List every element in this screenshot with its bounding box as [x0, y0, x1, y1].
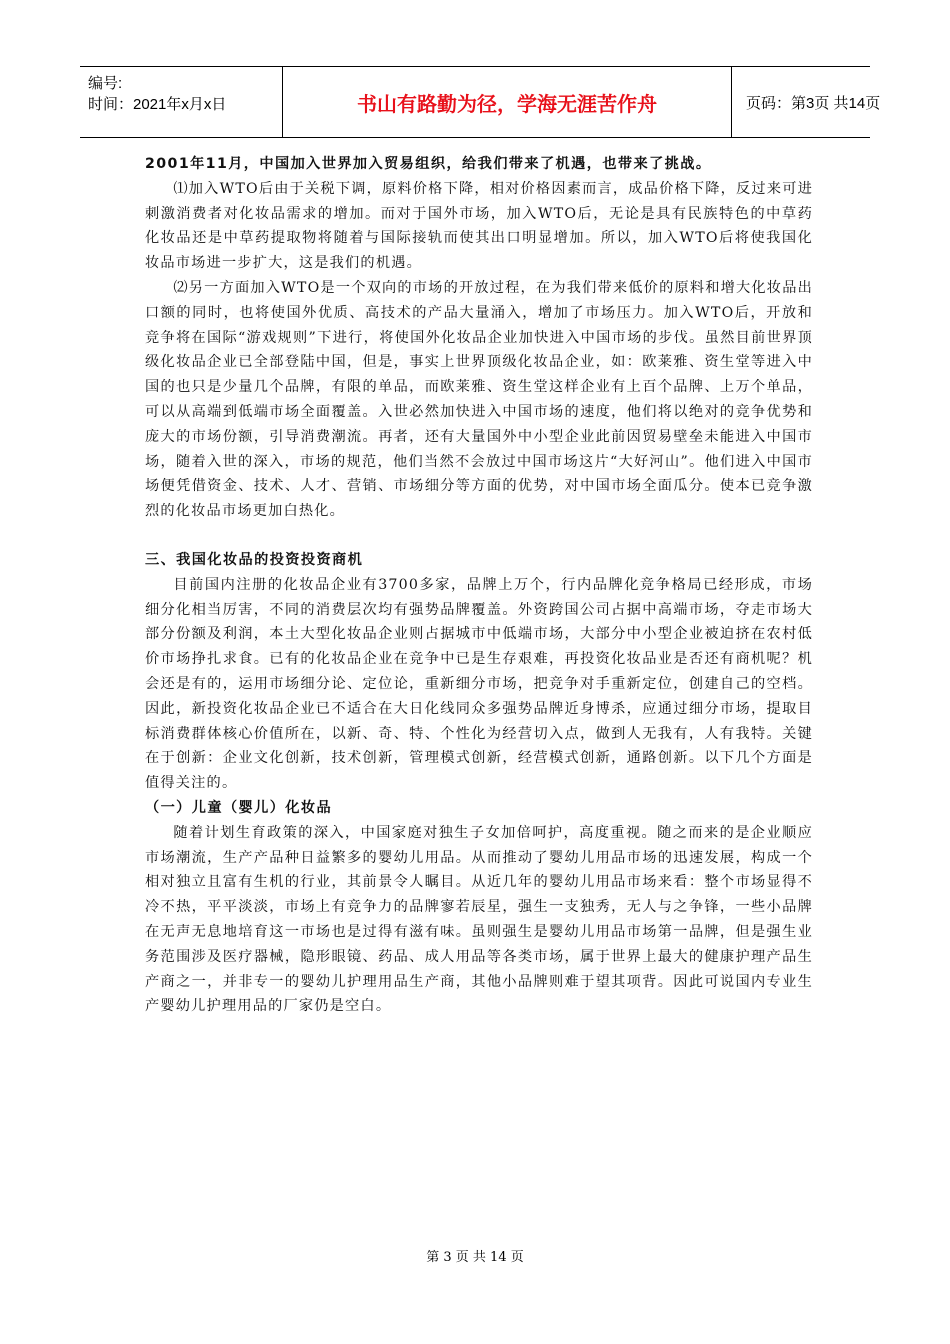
document-body [145, 152, 813, 1019]
page-header [80, 66, 881, 138]
spacer [145, 524, 813, 548]
paragraph-challenge: ⑵另一方面加入WTO是一个双向的市场的开放过程，在为我们带来低价的原料和增大化妆品出口额的同时，也将使国外优质、高技术的产品大量涌入，增加了市场压力。加入WTO后，开放和竞争将在国际“游戏规则”下进行，将使国外化妆品企业加快进入中国市场的步伐。虽然目前世界顶级化妆品企业已全部登陆中国，但是，事实上世界顶级化妆品企业，如：欧莱雅、资生堂等进入中国的也只是少量几个品牌，有限的单品，而欧莱雅、资生堂这样企业有上百个品牌、上万个单品，可以从高端到低端市场全面覆盖。入世必然加快进入中国市场的速度，他们将以绝对的竞争优势和庞大的市场份额，引导消费潮流。再者，还有大量国外中小型企业此前因贸易壁垒未能进入中国市场，随着入世的深入，市场的规范，他们当然不会放过中国市场这片“大好河山”。他们进入中国市场便凭借资金、技术、人才、营销、市场细分等方面的优势，对中国市场全面瓜分。使本已竞争激烈的化妆品市场更加白热化。 [145, 279, 813, 520]
header-motto: 书山有路勤为径，学海无涯苦作舟 [357, 91, 657, 116]
paragraph-baby-cosmetics: 随着计划生育政策的深入，中国家庭对独生子女加倍呵护，高度重视。随之而来的是企业顺应市场潮流，生产产品种日益繁多的婴幼儿用品。从而推动了婴幼儿用品市场的迅速发展，构成一个相对独立且富有生机的行业，其前景令人瞩目。从近几年的婴幼儿用品市场来看：整个市场显得不冷不热，平平淡淡，市场上有竞争力的品牌寥若辰星，强生一支独秀，无人与之争锋，一些小品牌在无声无息地培育这一市场也是过得有滋有味。虽则强生是婴幼儿用品市场第一品牌，但是强生业务范围涉及医疗器械，隐形眼镜、药品、成人用品等各类市场，属于世界上最大的健康护理产品生产商之一，并非专一的婴幼儿护理用品生产商，其他小品牌则难于望其项背。因此可说国内专业生产婴幼儿护理用品的厂家仍是空白。 [145, 824, 813, 1015]
time-label: 时间：2021年x月x日 [88, 96, 227, 113]
number-label: 编号: [88, 75, 123, 92]
page-footer: 第 3 页 共 14 页 [426, 1250, 524, 1265]
paragraph-opportunity: ⑴加入WTO后由于关税下调，原料价格下降，相对价格因素而言，成品价格下降，反过来可进刺激消费者对化妆品需求的增加。而对于国外市场，加入WTO后，无论是具有民族特色的中草药化妆品还是中草药提取物将随着与国际接轨而使其出口明显增加。所以，加入WTO后将使我国化妆品市场进一步扩大，这是我们的机遇。 [145, 180, 813, 272]
header-page-info: 页码：第3页 共14页 [746, 94, 881, 112]
paragraph-investment: 目前国内注册的化妆品企业有3700多家，品牌上万个，行内品牌化竞争格局已经形成，市场细分化相当厉害，不同的消费层次均有强势品牌覆盖。外资跨国公司占据中高端市场，夺走市场大部分份额及利润，本土大型化妆品企业则占据城市中低端市场，大部分中小型企业被迫挤在农村低价市场挣扎求食。已有的化妆品企业在竞争中已是生存艰难，再投资化妆品业是否还有商机呢？机会还是有的，运用市场细分论、定位论，重新细分市场，把竞争对手重新定位，创建自己的空档。因此，新投资化妆品企业已不适合在大日化线同众多强势品牌近身博杀，应通过细分市场，提取目标消费群体核心价值所在，以新、奇、特、个性化为经营切入点，做到人无我有，人有我特。关键在于创新：企业文化创新，技术创新，管理模式创新，经营模式创新，通路创新。以下几个方面是值得关注的。 [145, 576, 813, 792]
subsection-heading: （一）儿童（婴儿）化妆品 [145, 799, 333, 816]
section-heading: 三、我国化妆品的投资投资商机 [145, 551, 364, 568]
header-meta [80, 67, 282, 137]
wto-heading: 2001年11月，中国加入世界加入贸易组织，给我们带来了机遇，也带来了挑战。 [145, 156, 712, 172]
